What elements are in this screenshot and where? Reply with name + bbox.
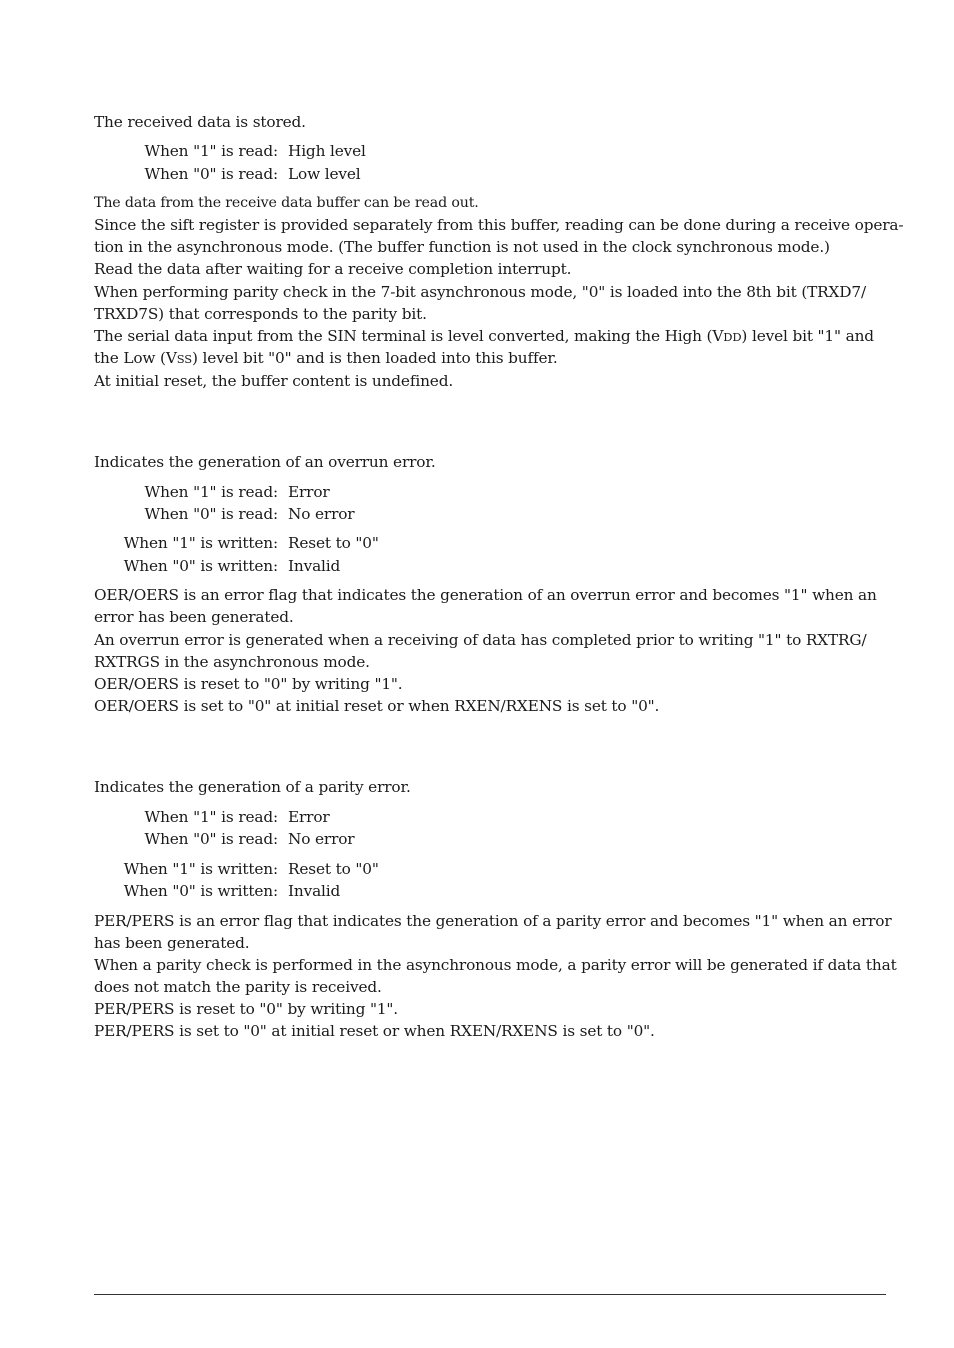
description-line: The data from the receive data buffer can be read out. bbox=[94, 195, 479, 211]
description-line: PER/PERS is set to "0" at initial reset or when RXEN/RXENS is set to "0". bbox=[94, 1022, 655, 1040]
description-line: At initial reset, the buffer content is undefined. bbox=[94, 372, 454, 390]
description-line: Since the sift register is provided separately from this buffer, reading can be done during a receive opera- bbox=[94, 216, 904, 234]
description-line: has been generated. bbox=[94, 934, 250, 952]
condition-value: Low level bbox=[288, 165, 361, 183]
description-line: Read the data after waiting for a receive completion interrupt. bbox=[94, 260, 572, 278]
description-line: TRXD7S) that corresponds to the parity bit. bbox=[94, 305, 427, 323]
description-line: PER/PERS is reset to "0" by writing "1". bbox=[94, 1000, 399, 1018]
subscript: DD bbox=[723, 330, 742, 344]
condition-value: Invalid bbox=[288, 557, 341, 575]
description-line: When a parity check is performed in the asynchronous mode, a parity error will be generated if data that bbox=[94, 956, 897, 974]
condition-value: Error bbox=[288, 483, 330, 501]
description-line: error has been generated. bbox=[94, 608, 294, 626]
condition-value: Reset to "0" bbox=[288, 860, 379, 878]
description-line: OER/OERS is reset to "0" by writing "1". bbox=[94, 675, 403, 693]
description-line: the Low (VSS) level bit "0" and is then loaded into this buffer. bbox=[94, 349, 558, 367]
condition-value: No error bbox=[288, 505, 355, 523]
subscript: SS bbox=[176, 352, 193, 366]
condition-value: No error bbox=[288, 830, 355, 848]
description-line: OER/OERS is set to "0" at initial reset or when RXEN/RXENS is set to "0". bbox=[94, 697, 660, 715]
condition-value: High level bbox=[288, 142, 366, 160]
document-page: The received data is stored. When "1" is read: High level When "0" is read: Low level The data from the receive data buffer can be read out. Since the sift register is provided separately from this buffer, reading can be done during a receive opera- tion in the asynchronous mode. (The buffer function is not used in the clock synchronous mode.) Read the data after waiting for a receive completion interrupt. When performing parity check in the 7-bit asynchronous mode, "0" is loaded into the 8th bit (TRXD7/ TRXD7S) that corresponds to the parity bit. The serial data input from the SIN terminal is level converted, making the High (VDD) level bit "1" and the Low (VSS) level bit "0" and is then loaded into this buffer. At initial reset, the buffer content is undefined. Indicates the generation of an overrun error. When "1" is read: Error When "0" is read: No error When "1" is written: Reset to "0" When "0" is written: Invalid OER/OERS is an error flag that indicates the generation of an overrun error and becomes "1" when an error has been generated. An overrun error is generated when a receiving of data has completed prior to writing "1" to RXTRG/ RXTRGS in the asynchronous mode. OER/OERS is reset to "0" by writing "1". OER/OERS is set to "0" at initial reset or when RXEN/RXENS is set to "0". Indicates the generation of a parity error. When "1" is read: Error When "0" is read: No error When "1" is written: Reset to "0" When "0" is written: Invalid PER/PERS is an error flag that indicates the generation of a parity error and becomes "1" when an error has been generated. When a parity check is performed in the asynchronous mode, a parity error will be generated if data that does not match the parity is received. PER/PERS is reset to "0" by writing "1". PER/PERS is set to "0" at initial reset or when RXEN/RXENS is set to "0". bbox=[0, 0, 954, 1348]
condition-value: Error bbox=[288, 808, 330, 826]
footer-divider bbox=[94, 1294, 886, 1295]
condition-value: Invalid bbox=[288, 882, 341, 900]
section-intro: The received data is stored. bbox=[94, 113, 306, 131]
section-intro: Indicates the generation of a parity error. bbox=[94, 778, 411, 796]
description-line: An overrun error is generated when a receiving of data has completed prior to writing "1" to RXTRG/ bbox=[94, 631, 867, 649]
description-line: OER/OERS is an error flag that indicates the generation of an overrun error and becomes "1" when an bbox=[94, 586, 877, 604]
description-line: PER/PERS is an error flag that indicates the generation of a parity error and becomes "1" when an error bbox=[94, 912, 892, 930]
section-intro: Indicates the generation of an overrun error. bbox=[94, 453, 436, 471]
description-line: does not match the parity is received. bbox=[94, 978, 382, 996]
description-line: RXTRGS in the asynchronous mode. bbox=[94, 653, 370, 671]
condition-value: Reset to "0" bbox=[288, 534, 379, 552]
description-line: The serial data input from the SIN terminal is level converted, making the High (VDD) level bit "1" and bbox=[94, 327, 874, 345]
description-line: When performing parity check in the 7-bit asynchronous mode, "0" is loaded into the 8th bit (TRXD7/ bbox=[94, 283, 866, 301]
description-line: tion in the asynchronous mode. (The buffer function is not used in the clock synchronous mode.) bbox=[94, 238, 830, 256]
